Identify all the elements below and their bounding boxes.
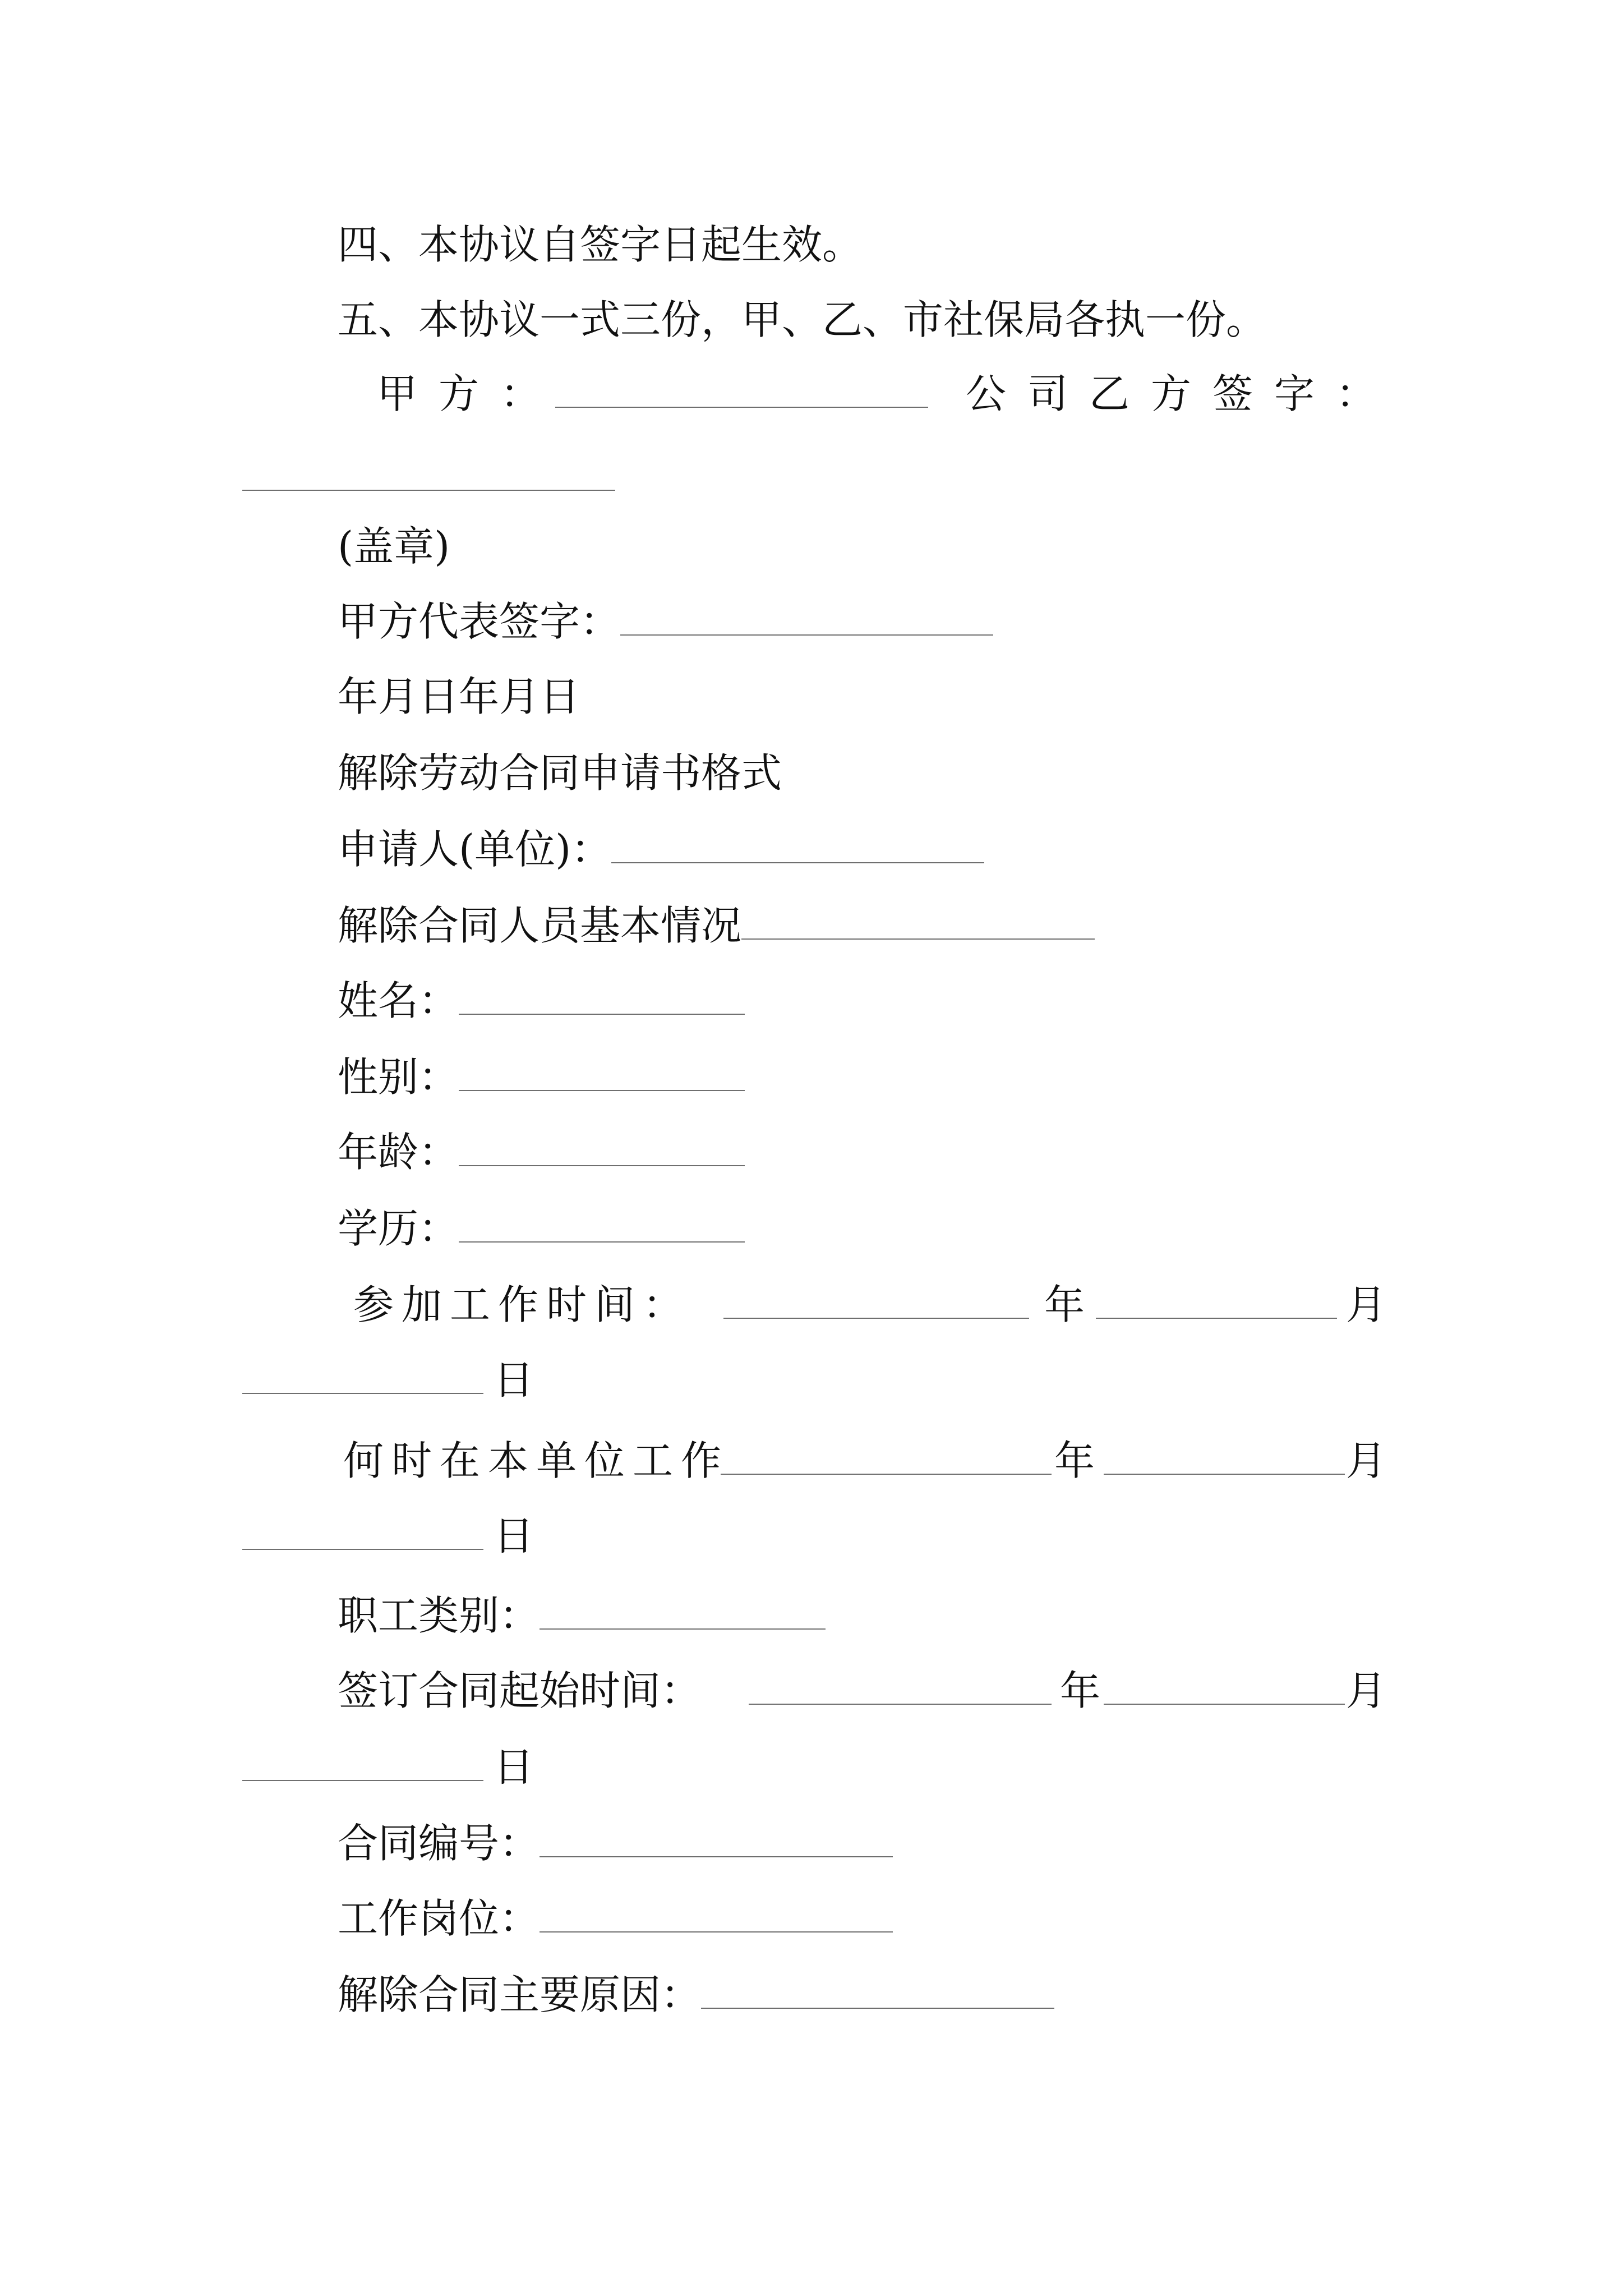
join-unit-month-unit: 月 bbox=[1346, 1437, 1387, 1484]
join-unit-day-unit: 日 bbox=[494, 1512, 534, 1559]
person-info-label: 解除合同人员基本情况 bbox=[338, 902, 742, 949]
join-unit-label: 何时在本单位工作 bbox=[343, 1437, 730, 1484]
contract-start-label: 签订合同起始时间： bbox=[338, 1667, 702, 1714]
name-label: 姓名： bbox=[338, 977, 459, 1024]
gender-blank[interactable] bbox=[459, 1056, 745, 1091]
reason-blank[interactable] bbox=[701, 1974, 1054, 2009]
staff-type-blank[interactable] bbox=[540, 1595, 826, 1630]
clause-four: 四、本协议自签字日起生效。 bbox=[338, 221, 863, 268]
staff-type-label: 职工类别： bbox=[338, 1592, 540, 1639]
work-start-day-blank[interactable] bbox=[242, 1359, 483, 1394]
work-start-label: 参加工作时间： bbox=[353, 1281, 691, 1328]
position-label: 工作岗位： bbox=[338, 1895, 540, 1942]
contract-start-day-blank[interactable] bbox=[242, 1746, 483, 1781]
contract-start-year-blank[interactable] bbox=[749, 1670, 1052, 1705]
applicant-label: 申请人(单位)： bbox=[338, 826, 612, 873]
party-a-rep-label: 甲方代表签字： bbox=[338, 598, 621, 645]
position-blank[interactable] bbox=[540, 1898, 893, 1932]
join-unit-day-blank[interactable] bbox=[242, 1515, 483, 1550]
work-start-year-blank[interactable] bbox=[723, 1284, 1029, 1319]
company-party-b-label: 公司乙方签字： bbox=[966, 370, 1398, 417]
join-unit-year-unit: 年 bbox=[1054, 1437, 1095, 1484]
work-start-year-unit: 年 bbox=[1044, 1281, 1085, 1328]
education-blank[interactable] bbox=[459, 1208, 745, 1243]
reason-label: 解除合同主要原因： bbox=[338, 1971, 702, 2018]
party-a-rep-blank[interactable] bbox=[620, 601, 993, 636]
contract-no-blank[interactable] bbox=[540, 1823, 893, 1857]
dates-line: 年月日年月日 bbox=[338, 673, 580, 720]
party-a-label: 甲方： bbox=[377, 370, 562, 417]
work-start-day-unit: 日 bbox=[494, 1356, 534, 1404]
gender-label: 性别： bbox=[338, 1053, 459, 1101]
clause-five: 五、本协议一式三份，甲、乙、市社保局各执一份。 bbox=[338, 296, 1267, 343]
form-title: 解除劳动合同申请书格式 bbox=[338, 749, 782, 797]
name-blank[interactable] bbox=[459, 980, 745, 1015]
party-b-signature-blank[interactable] bbox=[242, 456, 615, 491]
work-start-month-blank[interactable] bbox=[1096, 1284, 1337, 1319]
education-label: 学历： bbox=[338, 1205, 459, 1252]
join-unit-month-blank[interactable] bbox=[1104, 1440, 1345, 1475]
contract-start-month-blank[interactable] bbox=[1104, 1670, 1345, 1705]
contract-start-year-unit: 年 bbox=[1060, 1667, 1101, 1714]
join-unit-year-blank[interactable] bbox=[721, 1440, 1052, 1475]
age-label: 年龄： bbox=[338, 1129, 459, 1176]
age-blank[interactable] bbox=[459, 1131, 745, 1166]
party-a-blank[interactable] bbox=[555, 373, 928, 408]
work-start-month-unit: 月 bbox=[1346, 1281, 1387, 1328]
contract-start-day-unit: 日 bbox=[494, 1743, 534, 1791]
person-info-blank[interactable] bbox=[741, 905, 1095, 940]
applicant-blank[interactable] bbox=[611, 829, 984, 863]
seal-note: (盖章) bbox=[338, 523, 450, 570]
contract-start-month-unit: 月 bbox=[1346, 1667, 1387, 1714]
contract-no-label: 合同编号： bbox=[338, 1820, 540, 1867]
